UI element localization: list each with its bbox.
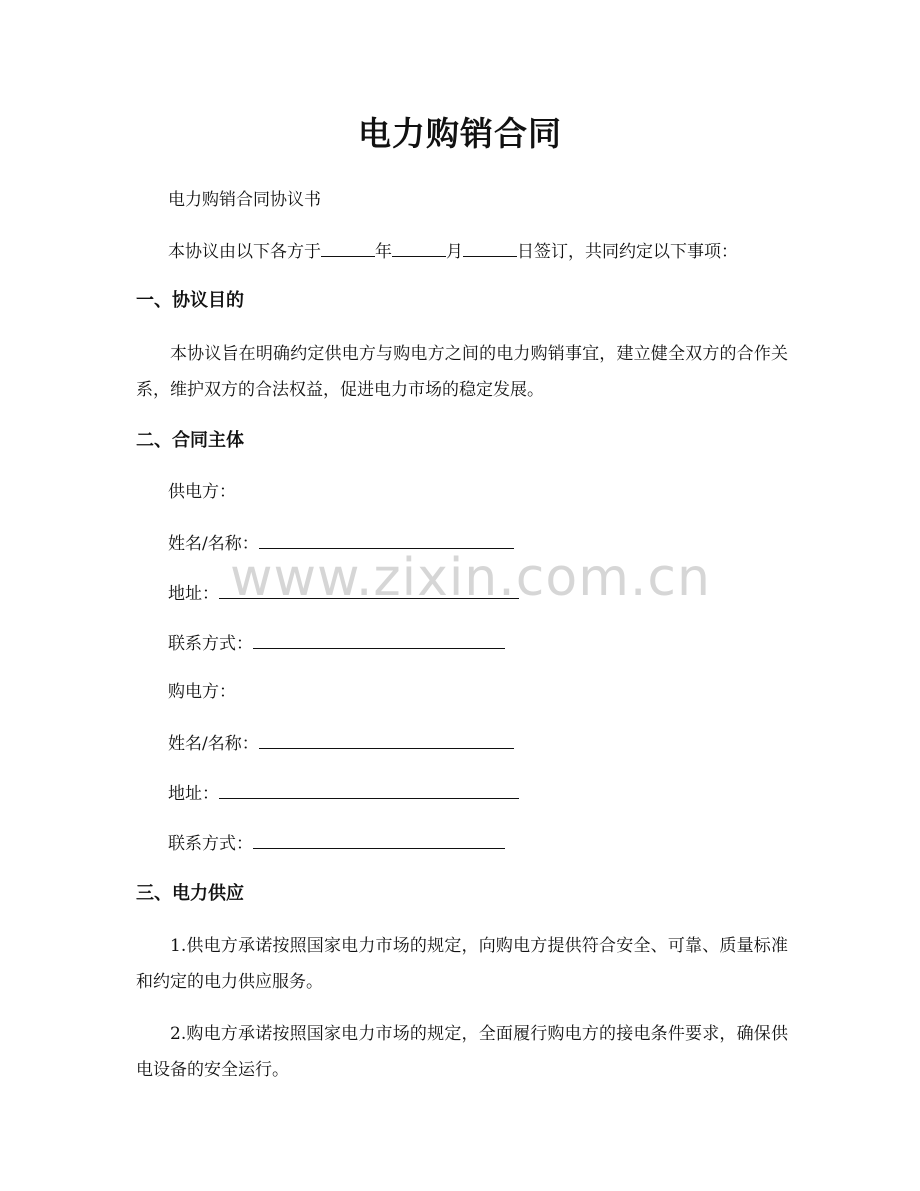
buyer-address-line <box>168 780 519 806</box>
intro-line <box>168 238 738 264</box>
buyer-name-blank <box>259 730 514 749</box>
supplier-address-label: 地址： <box>168 584 219 604</box>
supplier-contact-line <box>168 630 505 656</box>
year-blank <box>321 238 375 257</box>
buyer-label: 购电方： <box>168 682 236 702</box>
buyer-name-line <box>168 730 514 756</box>
supplier-label: 供电方： <box>168 482 236 502</box>
supplier-name-blank <box>259 530 514 549</box>
document-subtitle: 电力购销合同协议书 <box>168 190 321 210</box>
intro-year: 年 <box>375 242 392 262</box>
buyer-address-blank <box>219 780 519 799</box>
buyer-contact-line <box>168 830 505 856</box>
supplier-contact-blank <box>253 630 505 649</box>
section3-item2: 2.购电方承诺按照国家电力市场的规定，全面履行购电方的接电条件要求，确保供电设备的安全运行。 <box>136 1024 788 1080</box>
buyer-contact-label: 联系方式： <box>168 834 253 854</box>
section1-heading: 一、协议目的 <box>136 290 244 311</box>
intro-month: 月 <box>446 242 463 262</box>
section3-item1: 1.供电方承诺按照国家电力市场的规定，向购电方提供符合安全、可靠、质量标准和约定的电力供应服务。 <box>136 936 788 992</box>
section2-heading: 二、合同主体 <box>136 430 244 451</box>
document-title: 电力购销合同 <box>358 114 562 153</box>
supplier-name-label: 姓名/名称： <box>168 534 259 554</box>
supplier-contact-label: 联系方式： <box>168 634 253 654</box>
buyer-name-label: 姓名/名称： <box>168 734 259 754</box>
section3-heading: 三、电力供应 <box>136 883 244 904</box>
day-blank <box>463 238 517 257</box>
intro-day-suffix: 日签订，共同约定以下事项： <box>517 242 738 262</box>
section1-text: 本协议旨在明确约定供电方与购电方之间的电力购销事宜，建立健全双方的合作关系，维护双方的合法权益，促进电力市场的稳定发展。 <box>136 344 788 400</box>
watermark: www.zixin.com.cn <box>230 548 711 608</box>
intro-prefix: 本协议由以下各方于 <box>168 242 321 262</box>
buyer-contact-blank <box>253 830 505 849</box>
month-blank <box>392 238 446 257</box>
buyer-address-label: 地址： <box>168 784 219 804</box>
